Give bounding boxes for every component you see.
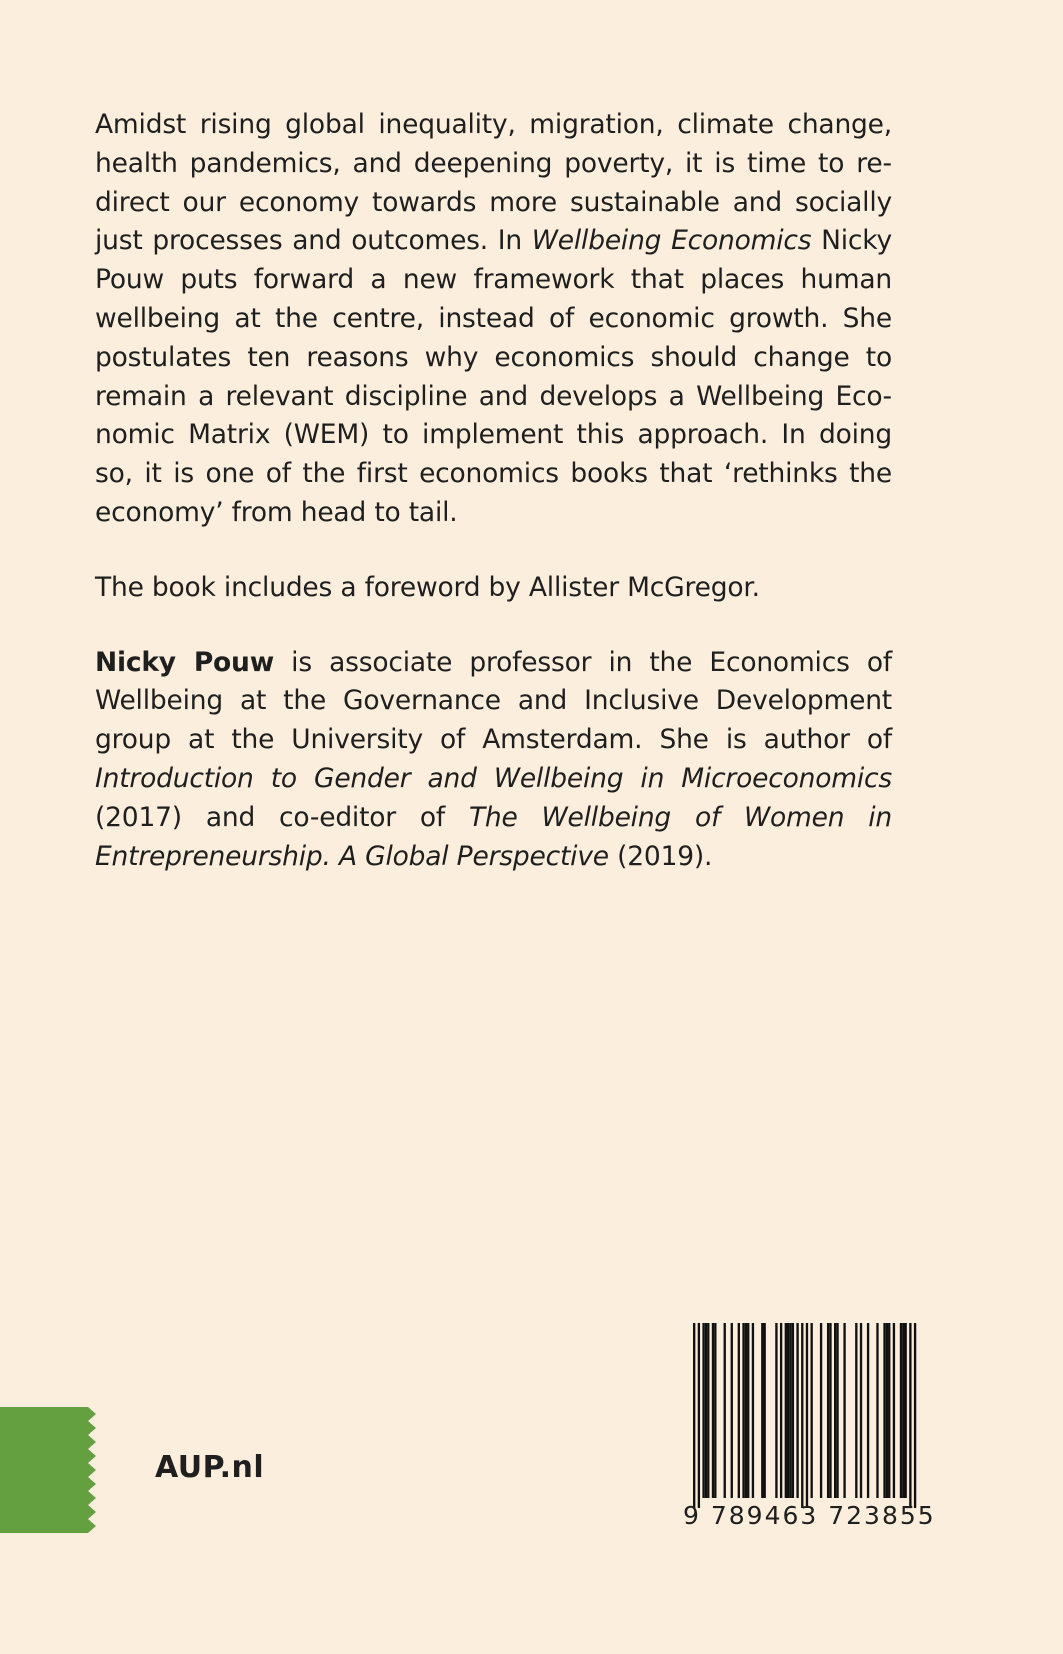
- barcode-bar: [702, 1323, 704, 1498]
- barcode-bar: [764, 1323, 766, 1498]
- barcode-bar: [712, 1323, 714, 1498]
- barcode-bar: [761, 1323, 763, 1498]
- barcode-bar: [900, 1323, 902, 1498]
- barcode-bar: [811, 1323, 813, 1498]
- barcode-bar: [909, 1323, 911, 1508]
- blurb-paragraph-author-bio: [95, 644, 892, 877]
- barcode-bar: [707, 1323, 709, 1498]
- barcode-bar: [806, 1323, 808, 1508]
- blurb-paragraph-summary: [95, 106, 892, 533]
- barcode-bar: [789, 1323, 791, 1498]
- barcode-bar: [893, 1323, 895, 1498]
- barcode-bar: [731, 1323, 733, 1498]
- bio-book-title-2: The Wellbeing of Women in Entrepreneurship. A Global Perspective: [95, 801, 892, 872]
- barcode-bar: [698, 1323, 700, 1508]
- bio-text-1: is associate professor in the Economics of Wellbeing at the Governance and Inclusive Development group at the University of Amsterdam. She is author of: [95, 646, 892, 756]
- barcode-bar: [738, 1323, 740, 1498]
- barcode-bar: [886, 1323, 888, 1498]
- barcode-bar: [785, 1323, 787, 1498]
- barcode-bar: [888, 1323, 890, 1498]
- summary-text-2: Nicky Pouw puts forward a new framework that places human wellbeing at the centre, instead of economic growth. She postulates ten reasons why economics should change to remain a relevant discipline and develops a Wellbeing Economic Matrix (WEM) to implement this approach. In doing so, it is one of the first economics books that ‘rethinks the economy’ from head to tail.: [95, 225, 892, 528]
- barcode-bar: [883, 1323, 885, 1498]
- foreword-text: The book includes a foreword by Allister McGregor.: [95, 571, 760, 603]
- barcode-bar: [834, 1323, 836, 1498]
- barcode-bar: [787, 1323, 789, 1498]
- barcode-bar: [693, 1323, 695, 1508]
- barcode-bar: [780, 1323, 782, 1498]
- barcode-bars: [683, 1323, 955, 1511]
- barcode-bar: [827, 1323, 829, 1498]
- publisher-url: AUP.nl: [155, 1450, 265, 1485]
- bio-text-2: (2017) and co-editor of: [95, 801, 469, 833]
- barcode-bar: [801, 1323, 803, 1508]
- blurb-text: [95, 106, 892, 876]
- blurb-paragraph-foreword: [95, 569, 892, 608]
- barcode-bar: [714, 1323, 716, 1498]
- barcode-bar: [792, 1323, 794, 1498]
- barcode-bar: [905, 1323, 907, 1498]
- barcode-bar: [914, 1323, 916, 1508]
- isbn-barcode: [683, 1323, 955, 1530]
- barcode-bar: [876, 1323, 878, 1498]
- barcode-bar: [745, 1323, 747, 1498]
- summary-text-1: Amidst rising global inequality, migration, climate change, health pandemics, and deepening poverty, it is time to redirect our economy towards more sustainable and socially just processes and outcomes. In: [95, 109, 892, 257]
- barcode-bar: [855, 1323, 857, 1498]
- barcode-bar: [836, 1323, 838, 1498]
- barcode-bar: [867, 1323, 869, 1498]
- barcode-bar: [724, 1323, 726, 1498]
- bio-book-title-1: Introduction to Gender and Wellbeing in Microeconomics: [95, 762, 892, 794]
- green-tab-decoration: [0, 1407, 96, 1533]
- author-name: Nicky Pouw: [95, 646, 275, 678]
- barcode-bar: [742, 1323, 744, 1498]
- bio-text-3: (2019).: [608, 840, 713, 872]
- book-title-italic: Wellbeing Economics: [531, 225, 812, 257]
- barcode-bar: [820, 1323, 822, 1498]
- barcode-bar: [902, 1323, 904, 1498]
- barcode-bar: [775, 1323, 777, 1498]
- isbn-digits: 9 789463 723855: [683, 1501, 936, 1530]
- barcode-bar: [843, 1323, 845, 1498]
- barcode-bar: [752, 1323, 754, 1498]
- barcode-bar: [860, 1323, 862, 1498]
- barcode-bar: [796, 1323, 798, 1498]
- barcode-bar: [747, 1323, 749, 1498]
- barcode-bar: [829, 1323, 831, 1498]
- barcode-bar: [705, 1323, 707, 1498]
